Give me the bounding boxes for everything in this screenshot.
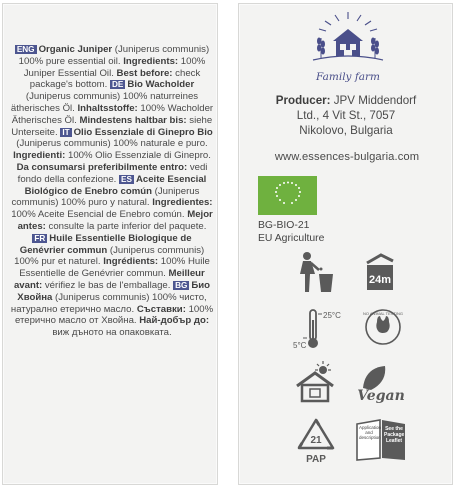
leaflet-right-text: See the Package Leaflet: [384, 426, 405, 444]
producer-label: Producer:: [275, 94, 331, 107]
right-label-panel: [238, 3, 453, 485]
recycle-code-text: 21: [310, 435, 322, 446]
pao-text: 24m: [368, 274, 392, 286]
label-text: 100% Olio Essenziale di Ginepro.: [65, 150, 211, 162]
label-text: 100% Juniper Essential Oil.: [23, 55, 206, 79]
recycle-material-text: PAP: [306, 454, 326, 465]
label-heading: Best before:: [116, 67, 173, 79]
temp-low-text: 5°C: [293, 341, 307, 350]
label-text: 100% Aceite Esencial de Enebro común.: [11, 209, 188, 221]
label-heading: Aceite Esencial Biológico de Enebro común: [24, 173, 207, 197]
label-text: 100% етерично масло от Хвойна.: [14, 303, 214, 327]
family-farm-logo: [283, 10, 413, 86]
label-heading: Inhaltsstoffe:: [77, 102, 138, 114]
leaflet-left-text: Application and description: [359, 425, 382, 440]
multilingual-label-text: [9, 44, 215, 339]
temp-high-text: 25°C: [323, 311, 341, 320]
producer-name: JPV Middendorf: [333, 94, 417, 107]
label-text: (Juniperus communis) 100% naturale e puro.: [16, 138, 208, 150]
label-heading: Huile Essentielle Biologique de Genévrier commun: [19, 232, 192, 256]
tidy-man-icon: [297, 250, 337, 294]
language-tag: DE: [112, 80, 124, 90]
label-heading: Ingrédients:: [103, 256, 159, 268]
eu-organic-leaf-icon: [258, 176, 317, 215]
label-text: 100% Huile Essentielle de Genévrier commun.: [19, 256, 210, 280]
label-heading: Mindestens haltbar bis:: [79, 114, 187, 126]
language-tag: BG: [175, 280, 188, 290]
producer-block: [251, 93, 441, 138]
label-heading: Ingredienti:: [13, 150, 66, 162]
thermometer-icon: [293, 306, 339, 352]
label-text: (Juniperus communis) 100% pur et naturel.: [14, 244, 205, 268]
label-heading: Bio Wacholder: [127, 79, 195, 91]
label-heading: Ingredientes:: [152, 197, 213, 209]
label-heading: Da consumarsi preferibilmente entro:: [16, 161, 188, 173]
no-animal-testing-text: NO ANIMAL TESTING: [362, 311, 404, 316]
label-text: (Juniperus communis) 100% naturreines ätherisches Öl.: [10, 91, 199, 114]
label-text: виж дъното на опаковката.: [52, 327, 172, 339]
cert-code: BG-BIO-21: [258, 220, 310, 231]
language-tag: FR: [34, 233, 46, 243]
label-text: (Juniperus communis) 100% pure essential oil.: [18, 44, 210, 67]
producer-address: Ltd., 4 Vit St., 7057: [296, 109, 396, 122]
cert-origin: EU Agriculture: [258, 232, 325, 244]
label-text: siehe Unterseite.: [11, 114, 213, 138]
jar-pao-icon: [363, 253, 397, 293]
label-heading: Био Хвойна: [17, 279, 211, 303]
package-leaflet-icon: [355, 418, 407, 462]
label-heading: Най-добър до:: [139, 315, 210, 327]
recycling-pap-icon: [295, 416, 337, 466]
language-tag: ES: [121, 174, 132, 184]
label-heading: Mejor antes:: [17, 209, 213, 232]
label-heading: Organic Juniper: [38, 44, 113, 55]
no-animal-testing-icon: [363, 306, 403, 348]
brand-name: Family farm: [316, 71, 380, 83]
label-text: (Juniperus communis) 100% puro y natural.: [11, 185, 200, 209]
website-text: www.essences-bulgaria.com: [274, 151, 420, 163]
label-heading: Ingredients:: [123, 55, 179, 67]
label-text: check package's bottom.: [29, 67, 201, 91]
language-tag: ENG: [16, 45, 35, 54]
farm-house-icon: [283, 10, 413, 72]
vegan-icon: [357, 362, 405, 406]
label-text: vérifiez le bas de l'emballage.: [42, 279, 174, 291]
label-text: consulte la parte inferior del paquete.: [45, 220, 207, 232]
label-heading: Съставки:: [136, 303, 186, 315]
language-tag: IT: [62, 127, 70, 137]
store-indoors-icon: [293, 360, 339, 404]
left-label-panel: [2, 3, 218, 485]
vegan-text: Vegan: [357, 388, 405, 404]
label-text: (Juniperus communis) 100% чисто, натурално етерично масло.: [10, 291, 207, 315]
label-heading: Olio Essenziale di Ginepro Bio: [73, 126, 213, 138]
label-text: 100% Wacholder Ätherisches Öl.: [11, 102, 214, 126]
producer-city: Nikolovo, Bulgaria: [299, 124, 393, 137]
label-text: vedi fondo della confezione.: [17, 161, 208, 185]
eu-certification: [258, 220, 378, 245]
label-heading: Meilleur avant:: [13, 268, 205, 291]
